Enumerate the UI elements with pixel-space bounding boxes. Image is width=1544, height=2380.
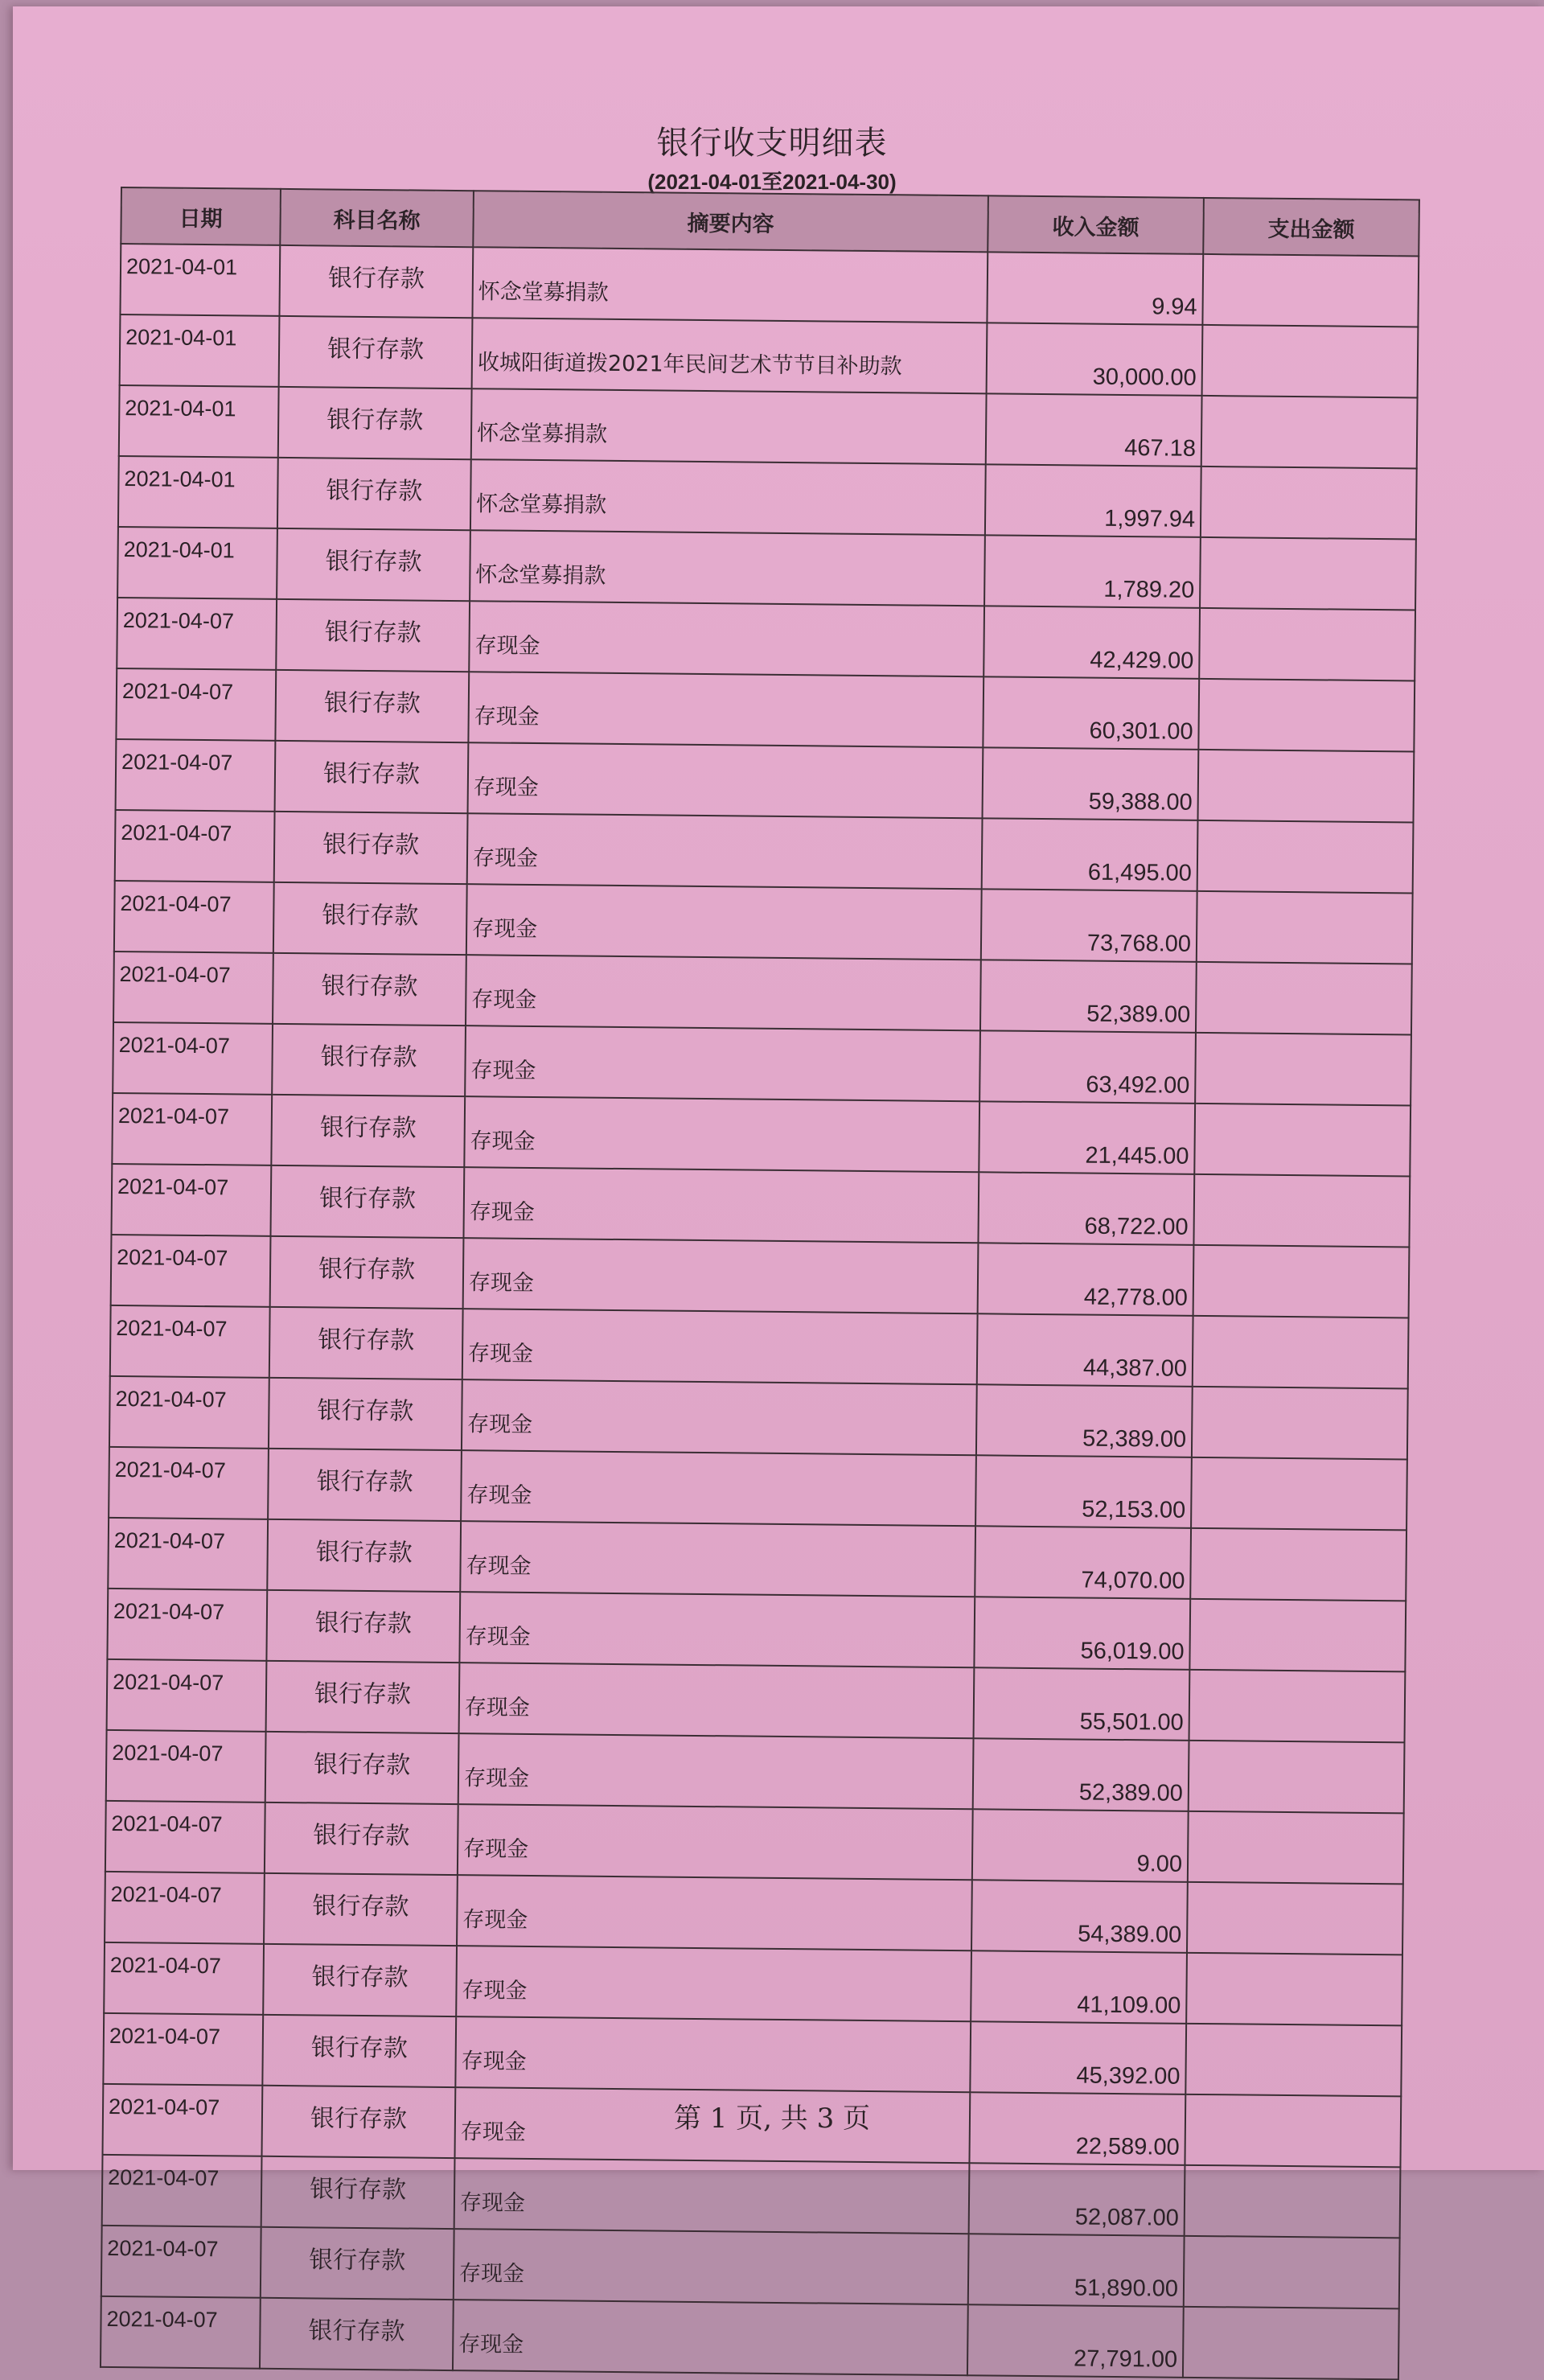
table-row bbox=[110, 1305, 1409, 1388]
cell-summary: 存现金 bbox=[462, 1309, 978, 1384]
cell-income: 51,890.00 bbox=[968, 2234, 1185, 2307]
cell-income: 52,389.00 bbox=[976, 1384, 1193, 1457]
cell-income: 27,791.00 bbox=[967, 2304, 1184, 2378]
table-row bbox=[109, 1376, 1408, 1459]
cell-date: 2021-04-07 bbox=[109, 1376, 269, 1449]
cell-date: 2021-04-07 bbox=[101, 2226, 261, 2298]
cell-date: 2021-04-01 bbox=[120, 314, 280, 387]
cell-summary: 存现金 bbox=[454, 2087, 970, 2163]
cell-expense bbox=[1193, 1174, 1410, 1248]
cell-expense bbox=[1190, 1528, 1406, 1601]
cell-expense bbox=[1201, 467, 1417, 540]
cell-expense bbox=[1199, 608, 1415, 681]
cell-date: 2021-04-07 bbox=[107, 1589, 267, 1661]
cell-summary: 存现金 bbox=[458, 1733, 974, 1809]
cell-date: 2021-04-07 bbox=[113, 1022, 273, 1095]
table-row bbox=[114, 881, 1413, 964]
cell-expense bbox=[1202, 254, 1419, 327]
table-row bbox=[105, 1872, 1403, 1955]
cell-income: 56,019.00 bbox=[974, 1597, 1190, 1670]
cell-summary: 存现金 bbox=[468, 742, 983, 818]
table-row bbox=[119, 385, 1418, 468]
cell-subject: 银行存款 bbox=[268, 1449, 462, 1521]
cell-income: 22,589.00 bbox=[969, 2092, 1185, 2165]
col-header-date: 日期 bbox=[121, 187, 281, 245]
table-row bbox=[105, 1801, 1404, 1884]
cell-income: 52,153.00 bbox=[975, 1455, 1192, 1528]
cell-subject: 银行存款 bbox=[273, 882, 467, 955]
cell-summary: 怀念堂募捐款 bbox=[470, 530, 985, 606]
cell-date: 2021-04-07 bbox=[103, 2084, 263, 2156]
table-row bbox=[116, 739, 1415, 822]
ledger-body bbox=[101, 244, 1419, 2379]
table-row bbox=[120, 244, 1419, 327]
cell-expense bbox=[1183, 2307, 1399, 2380]
cell-income: 9.94 bbox=[987, 252, 1203, 325]
cell-income: 60,301.00 bbox=[983, 676, 1199, 750]
cell-summary: 收城阳街道拨2021年民间艺术节节目补助款 bbox=[472, 318, 988, 393]
cell-summary: 存现金 bbox=[459, 1592, 975, 1667]
cell-date: 2021-04-07 bbox=[107, 1659, 267, 1732]
cell-income: 42,778.00 bbox=[978, 1243, 1194, 1316]
table-row bbox=[120, 314, 1419, 397]
cell-summary: 怀念堂募捐款 bbox=[471, 388, 987, 464]
cell-summary: 存现金 bbox=[455, 2016, 971, 2092]
cell-expense bbox=[1193, 1245, 1410, 1318]
cell-subject: 银行存款 bbox=[262, 2015, 456, 2087]
cell-summary: 存现金 bbox=[467, 813, 983, 889]
cell-income: 41,109.00 bbox=[971, 1950, 1187, 2024]
cell-summary: 存现金 bbox=[465, 1026, 980, 1101]
cell-income: 21,445.00 bbox=[979, 1101, 1195, 1174]
cell-date: 2021-04-07 bbox=[102, 2155, 262, 2227]
cell-summary: 存现金 bbox=[462, 1379, 977, 1455]
cell-date: 2021-04-01 bbox=[120, 244, 280, 316]
table-row bbox=[112, 1093, 1411, 1176]
cell-subject: 银行存款 bbox=[271, 1095, 465, 1167]
cell-subject: 银行存款 bbox=[265, 1802, 458, 1875]
cell-expense bbox=[1188, 1811, 1404, 1885]
col-header-summary: 摘要内容 bbox=[473, 191, 988, 252]
cell-summary: 存现金 bbox=[463, 1167, 979, 1243]
cell-summary: 存现金 bbox=[459, 1663, 975, 1738]
cell-summary: 怀念堂募捐款 bbox=[470, 459, 986, 535]
cell-date: 2021-04-07 bbox=[105, 1872, 265, 1944]
cell-expense bbox=[1197, 891, 1413, 964]
cell-date: 2021-04-07 bbox=[108, 1518, 268, 1590]
cell-income: 63,492.00 bbox=[979, 1030, 1196, 1104]
table-row bbox=[104, 1942, 1402, 2025]
cell-summary: 怀念堂募捐款 bbox=[472, 247, 988, 323]
page-number: 第 1 页, 共 3 页 bbox=[673, 2103, 871, 2135]
cell-expense bbox=[1197, 820, 1414, 894]
ledger-table bbox=[100, 187, 1420, 2380]
col-header-income: 收入金额 bbox=[988, 195, 1204, 254]
cell-summary: 存现金 bbox=[454, 2229, 969, 2304]
cell-expense bbox=[1198, 679, 1415, 752]
cell-subject: 银行存款 bbox=[269, 1307, 463, 1379]
cell-summary: 存现金 bbox=[461, 1450, 976, 1526]
col-header-subject: 科目名称 bbox=[280, 189, 474, 247]
cell-date: 2021-04-07 bbox=[113, 952, 273, 1024]
cell-date: 2021-04-07 bbox=[115, 810, 275, 882]
cell-date: 2021-04-07 bbox=[112, 1093, 272, 1165]
table-row bbox=[102, 2155, 1401, 2238]
cell-subject: 银行存款 bbox=[261, 2156, 455, 2229]
cell-subject: 银行存款 bbox=[276, 599, 470, 672]
cell-subject: 银行存款 bbox=[260, 2298, 454, 2370]
cell-income: 45,392.00 bbox=[970, 2021, 1186, 2094]
col-header-expense: 支出金额 bbox=[1203, 198, 1419, 257]
cell-subject: 银行存款 bbox=[267, 1519, 461, 1592]
cell-subject: 银行存款 bbox=[272, 1024, 466, 1096]
cell-expense bbox=[1191, 1457, 1407, 1531]
cell-date: 2021-04-07 bbox=[116, 739, 276, 812]
cell-subject: 银行存款 bbox=[278, 387, 472, 459]
cell-subject: 银行存款 bbox=[270, 1165, 464, 1238]
table-row bbox=[111, 1164, 1410, 1247]
cell-summary: 存现金 bbox=[466, 884, 982, 960]
cell-income: 52,389.00 bbox=[973, 1738, 1189, 1811]
cell-date: 2021-04-01 bbox=[117, 527, 277, 599]
cell-income: 44,387.00 bbox=[977, 1313, 1193, 1387]
cell-summary: 存现金 bbox=[457, 1875, 972, 1950]
cell-expense bbox=[1192, 1387, 1408, 1460]
cell-date: 2021-04-07 bbox=[117, 598, 277, 670]
table-row bbox=[115, 810, 1414, 893]
cell-expense bbox=[1189, 1599, 1406, 1672]
table-row bbox=[107, 1589, 1406, 1671]
cell-date: 2021-04-07 bbox=[105, 1801, 265, 1873]
cell-subject: 银行存款 bbox=[269, 1378, 462, 1450]
table-row bbox=[109, 1447, 1407, 1530]
cell-subject: 银行存款 bbox=[275, 741, 469, 813]
cell-subject: 银行存款 bbox=[277, 528, 470, 601]
cell-summary: 存现金 bbox=[460, 1521, 975, 1597]
cell-income: 30,000.00 bbox=[987, 323, 1203, 396]
cell-subject: 银行存款 bbox=[261, 2227, 454, 2300]
cell-date: 2021-04-07 bbox=[111, 1164, 271, 1236]
cell-expense bbox=[1201, 396, 1418, 469]
cell-income: 42,429.00 bbox=[983, 606, 1200, 679]
cell-summary: 存现金 bbox=[464, 1096, 979, 1172]
cell-income: 52,389.00 bbox=[980, 960, 1197, 1033]
cell-summary: 存现金 bbox=[463, 1238, 979, 1313]
table-row bbox=[103, 2013, 1402, 2096]
table-row bbox=[113, 952, 1412, 1034]
document-period: (2021-04-01至2021-04-30) bbox=[647, 170, 897, 194]
cell-subject: 银行存款 bbox=[265, 1732, 459, 1804]
cell-date: 2021-04-07 bbox=[109, 1447, 269, 1519]
cell-subject: 银行存款 bbox=[266, 1661, 460, 1733]
cell-income: 1,997.94 bbox=[985, 464, 1201, 537]
cell-date: 2021-04-01 bbox=[118, 456, 278, 528]
cell-expense bbox=[1197, 750, 1414, 823]
cell-summary: 存现金 bbox=[469, 601, 984, 676]
table-row bbox=[108, 1518, 1406, 1601]
cell-date: 2021-04-07 bbox=[111, 1235, 271, 1307]
table-row bbox=[118, 456, 1417, 539]
cell-income: 55,501.00 bbox=[974, 1667, 1190, 1741]
cell-expense bbox=[1200, 537, 1416, 610]
cell-income: 74,070.00 bbox=[975, 1526, 1191, 1599]
cell-subject: 银行存款 bbox=[264, 1873, 458, 1946]
cell-income: 54,389.00 bbox=[971, 1880, 1188, 1953]
cell-income: 1,789.20 bbox=[984, 535, 1201, 608]
cell-date: 2021-04-07 bbox=[103, 2013, 263, 2086]
cell-subject: 银行存款 bbox=[270, 1236, 464, 1309]
table-row bbox=[111, 1235, 1410, 1317]
cell-expense bbox=[1202, 325, 1419, 398]
cell-income: 61,495.00 bbox=[982, 818, 1198, 891]
cell-income: 68,722.00 bbox=[978, 1172, 1194, 1245]
cell-expense bbox=[1184, 2236, 1400, 2309]
cell-subject: 银行存款 bbox=[273, 953, 466, 1026]
cell-expense bbox=[1193, 1316, 1409, 1389]
cell-expense bbox=[1196, 962, 1412, 1035]
cell-expense bbox=[1187, 1882, 1403, 1955]
cell-expense bbox=[1194, 1104, 1411, 1177]
table-row bbox=[101, 2226, 1400, 2308]
cell-date: 2021-04-07 bbox=[110, 1305, 270, 1378]
cell-subject: 银行存款 bbox=[266, 1590, 460, 1663]
cell-income: 467.18 bbox=[986, 393, 1202, 467]
cell-expense bbox=[1186, 1953, 1402, 2026]
table-row bbox=[116, 668, 1415, 751]
table-row bbox=[106, 1730, 1405, 1813]
document-title: 银行收支明细表 bbox=[656, 125, 888, 162]
table-row bbox=[101, 2296, 1399, 2379]
cell-date: 2021-04-07 bbox=[116, 668, 276, 741]
cell-income: 59,388.00 bbox=[983, 747, 1199, 820]
cell-subject: 银行存款 bbox=[262, 2086, 456, 2158]
cell-summary: 存现金 bbox=[468, 672, 983, 747]
cell-subject: 银行存款 bbox=[275, 670, 469, 742]
cell-summary: 存现金 bbox=[456, 1946, 971, 2021]
cell-expense bbox=[1185, 2165, 1401, 2238]
cell-date: 2021-04-07 bbox=[106, 1730, 266, 1802]
cell-summary: 存现金 bbox=[458, 1804, 973, 1880]
table-row bbox=[117, 598, 1415, 680]
cell-income: 52,087.00 bbox=[969, 2163, 1185, 2236]
cell-subject: 银行存款 bbox=[277, 458, 471, 530]
cell-date: 2021-04-07 bbox=[104, 1942, 264, 2015]
table-row bbox=[107, 1659, 1406, 1742]
cell-date: 2021-04-07 bbox=[114, 881, 274, 953]
cell-income: 9.00 bbox=[972, 1809, 1189, 1882]
cell-date: 2021-04-01 bbox=[119, 385, 279, 458]
cell-subject: 银行存款 bbox=[274, 812, 468, 884]
cell-summary: 存现金 bbox=[453, 2300, 968, 2375]
table-row bbox=[113, 1022, 1411, 1105]
cell-expense bbox=[1185, 2024, 1402, 2097]
cell-summary: 存现金 bbox=[454, 2158, 970, 2234]
cell-subject: 银行存款 bbox=[279, 316, 473, 388]
cell-income: 73,768.00 bbox=[981, 889, 1197, 962]
cell-expense bbox=[1189, 1670, 1406, 1743]
cell-expense bbox=[1195, 1033, 1411, 1106]
cell-subject: 银行存款 bbox=[263, 1944, 457, 2016]
cell-expense bbox=[1189, 1741, 1405, 1814]
table-row bbox=[117, 527, 1416, 610]
cell-summary: 存现金 bbox=[466, 955, 981, 1030]
cell-subject: 银行存款 bbox=[279, 245, 473, 318]
cell-date: 2021-04-07 bbox=[101, 2296, 261, 2369]
